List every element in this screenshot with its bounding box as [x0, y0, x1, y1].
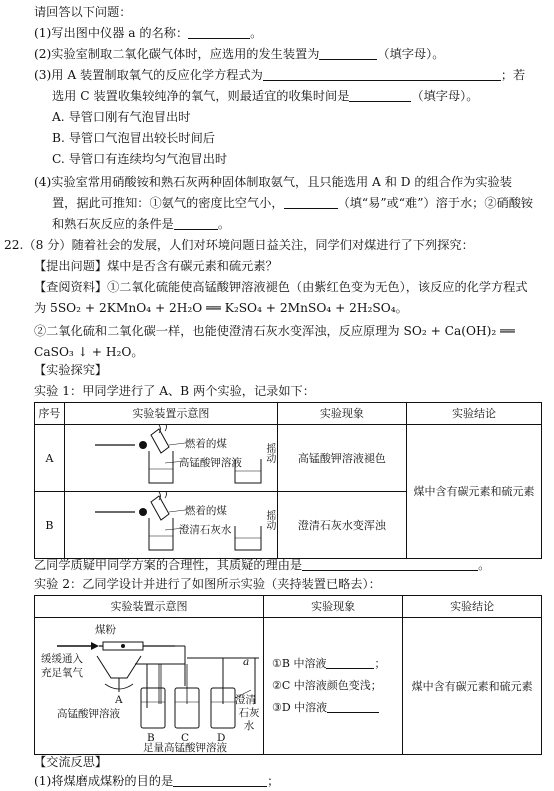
apparatus-b-drawing [65, 492, 277, 558]
label-kmno4: 高锰酸钾溶液 [57, 708, 120, 720]
answer-blank[interactable] [174, 216, 218, 230]
label-oxygen-1: 缓缓通入 [41, 653, 83, 665]
q21-part4b: 置，据此可推知：①氨气的密度比空气小， （填“易”或“难”）溶于水；②硝酸铵 [52, 196, 534, 210]
label-burning-coal: 燃着的煤 [184, 505, 227, 517]
answer-blank[interactable] [188, 25, 250, 39]
table1-header-diagram: 实验装置示意图 [64, 403, 277, 425]
q21-part2: (2)实验室制取二氧化碳气体时，应选用的发生装置为 （填字母）。 [34, 47, 445, 61]
reflection-1: (1)将煤磨成煤粉的目的是 ； [34, 774, 280, 788]
answer-blank[interactable] [319, 46, 377, 60]
row-id: A [35, 425, 65, 492]
phenomenon-2: ②C 中溶液颜色变浅； [272, 679, 382, 692]
label-burning-coal: 燃着的煤 [184, 438, 227, 450]
phenomenon-b: 澄清石灰水变浑浊 [277, 492, 406, 559]
label-d: D [217, 732, 226, 744]
label-solution: 高锰酸钾溶液 [178, 457, 242, 469]
q22-heading: 22.（8 分）随着社会的发展，人们对环境问题日益关注，同学们对煤进行了下列探究： [4, 238, 474, 252]
experiment-2-table [34, 595, 542, 755]
table1-header-conclusion: 实验结论 [406, 403, 541, 425]
label-c: C [181, 732, 190, 744]
table2-header-conclusion: 实验结论 [403, 596, 542, 618]
q22-question: 【提出问题】煤中是否含有碳元素和硫元素？ [34, 259, 278, 273]
table2-header-phenomenon: 实验现象 [264, 596, 403, 618]
experiment-1-table [34, 402, 542, 559]
label-outlet-a: a [243, 656, 250, 668]
section-reflection: 【交流反思】 [34, 755, 108, 769]
apparatus-b-diagram [64, 492, 277, 559]
table2-header-diagram: 实验装置示意图 [35, 596, 264, 618]
q22-reference-2-equation: CaSO₃ ↓ + H₂O。 [34, 345, 144, 359]
q21-part4a: (4)实验室常用硝酸铵和熟石灰两种固体制取氨气，且只能选用 A 和 D 的组合作为实验装 [34, 175, 512, 189]
table-row [35, 425, 542, 492]
answer-blank[interactable] [327, 699, 379, 713]
apparatus-2-diagram [35, 618, 264, 755]
label-limewater-1: 澄清 [235, 694, 256, 706]
q21-part1: (1)写出图中仪器 a 的名称： 。 [34, 26, 263, 40]
answer-blank[interactable] [326, 655, 374, 669]
apparatus-a-diagram [64, 425, 277, 492]
q22-reference-1-equation: 为 5SO₂ + 2KMnO₄ + 2H₂O ══ K₂SO₄ + 2MnSO₄ + 2H₂SO₄。 [34, 301, 408, 315]
table2-phenomena [264, 618, 403, 755]
doubt-question: 乙同学质疑甲同学方案的合理性，其质疑的理由是 。 [34, 558, 491, 572]
answer-blank[interactable] [173, 773, 267, 787]
label-shake: 摇动 [263, 443, 275, 463]
option-a: A. 导管口刚有气泡冒出时 [52, 110, 191, 124]
label-b: B [147, 732, 155, 744]
experiment-2-intro: 实验 2：乙同学设计并进行了如图所示实验（夹持装置已略去）： [34, 577, 381, 591]
label-oxygen-2: 充足氧气 [41, 667, 83, 679]
apparatus-a-drawing [65, 425, 277, 491]
q22-reference-2: ②二氧化硫和二氧化碳一样，也能使澄清石灰水变浑浊，反应原理为 SO₂ + Ca(OH)₂ ══ [34, 324, 515, 338]
table2-conclusion: 煤中含有碳元素和硫元素 [403, 618, 542, 755]
row-id: B [35, 492, 65, 559]
experiment-1-intro: 实验 1：甲同学进行了 A、B 两个实验，记录如下： [34, 384, 315, 398]
phenomenon-1: ①B 中溶液 ； [272, 657, 386, 670]
q21-part3b: 选用 C 装置收集较纯净的氧气，则最适宜的收集时间是 （填字母）。 [52, 89, 479, 103]
answer-blank[interactable] [349, 88, 411, 102]
q21-part3a: (3)用 A 装置制取氧气的反应化学方程式为 ；若 [34, 68, 526, 82]
option-b: B. 导管口气泡冒出较长时间后 [52, 131, 215, 145]
table1-header-id: 序号 [35, 403, 65, 425]
table1-conclusion: 煤中含有碳元素和硫元素 [406, 425, 541, 559]
section-explore: 【实验探究】 [34, 363, 108, 377]
label-excess-kmno4: 足量高锰酸钾溶液 [143, 742, 227, 754]
q21-part4c: 和熟石灰反应的条件是 。 [52, 217, 231, 231]
label-shake: 摇动 [263, 510, 275, 530]
label-limewater-2: 石灰水 [238, 707, 260, 732]
q21-intro: 请回答以下问题： [34, 5, 132, 19]
answer-blank[interactable] [263, 67, 501, 81]
answer-blank[interactable] [302, 557, 478, 571]
table1-header-phenomenon: 实验现象 [277, 403, 406, 425]
label-coal-powder: 煤粉 [95, 624, 116, 636]
label-a: A [115, 694, 123, 706]
answer-blank[interactable] [284, 195, 338, 209]
option-c: C. 导管口有连续均匀气泡冒出时 [52, 152, 228, 166]
q22-reference-1: 【查阅资料】①二氧化硫能使高锰酸钾溶液褪色（由紫红色变为无色），该反应的化学方程式 [34, 280, 528, 294]
phenomenon-a: 高锰酸钾溶液褪色 [277, 425, 406, 492]
label-solution: 澄清石灰水 [178, 524, 232, 536]
phenomenon-3: ③D 中溶液 [272, 697, 402, 719]
